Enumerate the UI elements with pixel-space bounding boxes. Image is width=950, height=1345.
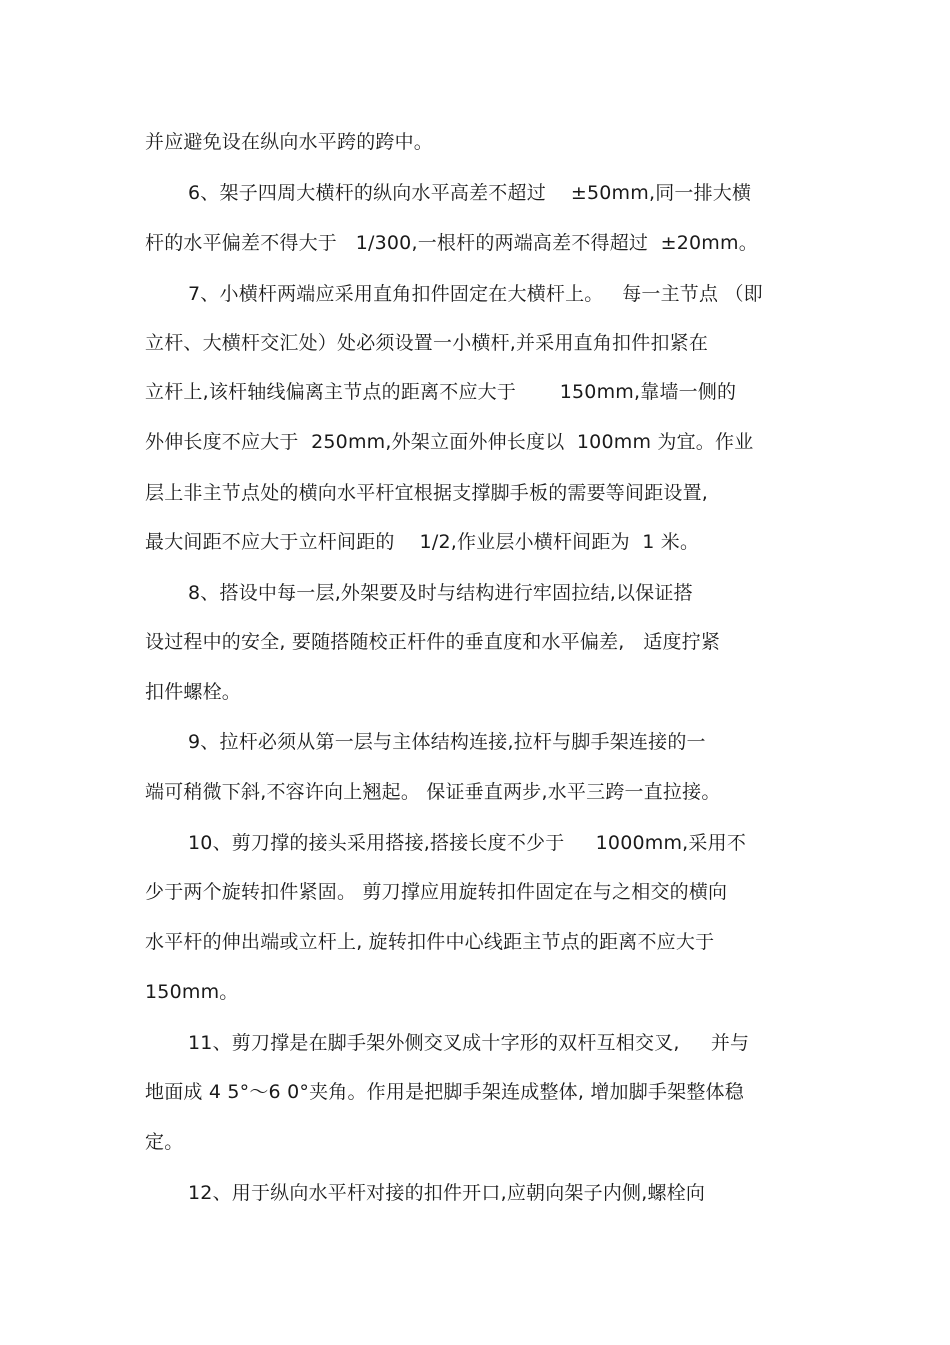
item-7-line-3: 立杆上,该杆轴线偏离主节点的距离不应大于 150mm,靠墙一侧的 (145, 381, 737, 403)
item-9-line-1: 9、拉杆必须从第一层与主体结构连接,拉杆与脚手架连接的一 (188, 731, 706, 753)
item-10-line-2: 少于两个旋转扣件紧固。 剪刀撑应用旋转扣件固定在与之相交的横向 (145, 881, 728, 903)
item-7-line-6: 最大间距不应大于立杆间距的 1/2,作业层小横杆间距为 1 米。 (145, 531, 700, 553)
item-6-line-2: 杆的水平偏差不得大于 1/300,一根杆的两端高差不得超过 ±20mm。 (145, 232, 758, 254)
item-10-line-4: 150mm。 (145, 981, 239, 1003)
item-11-line-3: 定。 (145, 1131, 184, 1153)
item-8-line-1: 8、搭设中每一层,外架要及时与结构进行牢固拉结,以保证搭 (188, 582, 693, 604)
item-7-line-5: 层上非主节点处的横向水平杆宜根据支撑脚手板的需要等间距设置, (145, 482, 709, 504)
item-9-line-2: 端可稍微下斜,不容许向上翘起。 保证垂直两步,水平三跨一直拉接。 (145, 781, 721, 803)
item-12-line-1: 12、用于纵向水平杆对接的扣件开口,应朝向架子内侧,螺栓向 (188, 1182, 706, 1204)
item-8-line-2: 设过程中的安全, 要随搭随校正杆件的垂直度和水平偏差, 适度拧紧 (145, 631, 721, 653)
item-11-line-1: 11、剪刀撑是在脚手架外侧交叉成十字形的双杆互相交叉, 并与 (188, 1032, 750, 1054)
item-7-line-4: 外伸长度不应大于 250mm,外架立面外伸长度以 100mm 为宜。作业 (145, 431, 754, 453)
item-11-line-2: 地面成 4 5°～6 0°夹角。作用是把脚手架连成整体, 增加脚手架整体稳 (145, 1081, 744, 1103)
item-7-line-2: 立杆、大横杆交汇处）处必须设置一小横杆,并采用直角扣件扣紧在 (145, 332, 709, 354)
text-line-1: 并应避免设在纵向水平跨的跨中。 (145, 131, 434, 153)
item-10-line-1: 10、剪刀撑的接头采用搭接,搭接长度不少于 1000mm,采用不 (188, 832, 747, 854)
item-10-line-3: 水平杆的伸出端或立杆上, 旋转扣件中心线距主节点的距离不应大于 (145, 931, 715, 953)
item-8-line-3: 扣件螺栓。 (145, 681, 242, 703)
item-7-line-1: 7、小横杆两端应采用直角扣件固定在大横杆上。 每一主节点 （即 (188, 283, 763, 305)
item-6-line-1: 6、架子四周大横杆的纵向水平高差不超过 ±50mm,同一排大横 (188, 182, 752, 204)
